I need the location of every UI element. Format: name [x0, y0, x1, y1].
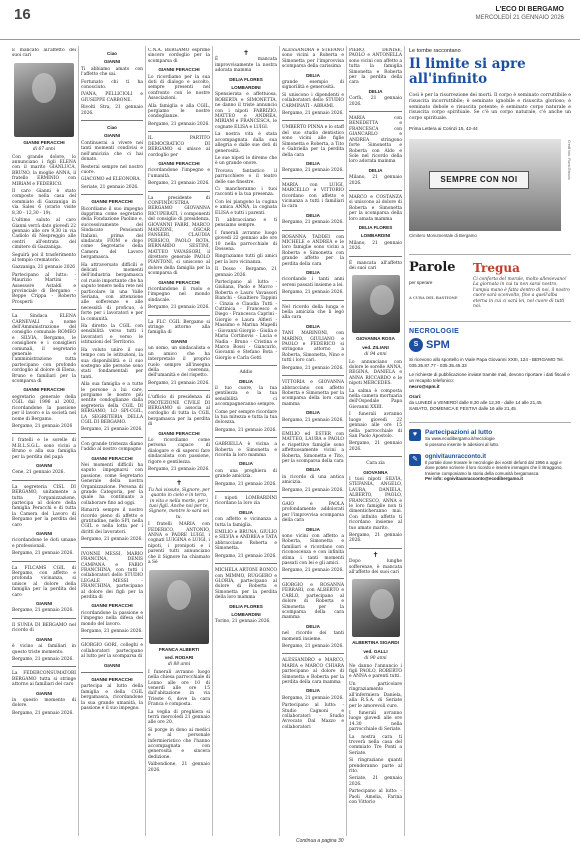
ognivita-link[interactable]: ognivitaunracconto.it — [425, 453, 487, 460]
notice-separator — [81, 547, 143, 548]
notice-text: ricordandone le doti umane e professionali. — [12, 538, 76, 549]
notice-text: il tuo cuore, la tua gentilezza e la tua sensibilità ci accompagneranno sempre. — [215, 385, 277, 408]
hours-weekdays: da LUNEDÌ a VENERDÌ dalle 8,30 alle 12,30 - dalle 14 alle 21,45 — [409, 400, 542, 406]
photo-credit: Credit foto: Flavio Bissolo — [567, 140, 571, 180]
spm-logo-text: SPM — [426, 339, 450, 352]
notice-place-date: Bergamo, 21 gennaio 2026. — [12, 551, 74, 557]
deceased-name: DELIA — [306, 688, 320, 694]
masthead — [476, 6, 564, 22]
notice-text: Resterai sempre nel nostro cuore. — [81, 164, 143, 175]
column-divider — [279, 46, 280, 836]
notice-participants: Partecipano al lutto: - Giuliana, Paolo e Marco - Roberta e Lauro Vavassori Bianchi - Gualtiero Tappini - Cinzia e Claudia Tutti - Cuttinica - Francesco e Diego - Francesca Caprini - Giorgio e Laura Alfieri - Massimo e Marina Mapelli - Giovanni Giorgio - Giulia e Maria Cortinovis - Lucia e Nadia - Bruno - Cristina e Marco Bossi - Giancarlo, Giovanni e Stefano Bota - Giorgio e Carla Gotti — [215, 280, 277, 361]
parole-label — [409, 261, 467, 309]
notice-place-date: Bergamo, 21 gennaio 2026. — [148, 121, 210, 127]
notice-place-date: Bergamo, 21 gennaio 2026. — [282, 111, 344, 117]
deceased-photo — [352, 275, 400, 333]
notice-place-date: Cene, 21 gennaio 2026. — [12, 470, 65, 476]
notice-separator — [282, 653, 344, 654]
necrologie-address: Si ricevono allo sportello in Viale Papa Giovanni XXIII, 124 - BERGAMO Tel. 035.35.87.77 - 035.35.45.33 — [409, 357, 564, 369]
notice-separator — [148, 191, 210, 192]
notice-separator — [349, 111, 402, 112]
parole-box — [409, 254, 571, 309]
notice-participants: Partecipano al lutto: - Maurizio Martini - Assessore Astaldi e provinciale di Bergamo - Beppe Crippa - Roberto Prosperti — [12, 272, 76, 305]
notice-text: MICHELA ARTONI BONCO con MIMMO, RUGGERO e GLORIA, partecipano al dolore di Roberta e Simonetta per la perdita della loro mamma — [215, 568, 277, 601]
notice-separator — [81, 120, 143, 121]
deceased-name: GIANNI PERACCHI — [158, 279, 200, 285]
notice-text: La nostra vita è stata accompagnata dalla sua allegria e dalle sue doti di generosità. — [215, 132, 277, 154]
deceased-name: GIANNI PERACCHI — [91, 199, 133, 205]
notice-text: Nel ricordo della lunga e bella amicizia che li legò alla cara — [282, 304, 344, 321]
notice-separator — [215, 491, 277, 492]
page-number: 16 — [14, 6, 31, 23]
parole-title: Parole — [409, 259, 456, 275]
obituary-column-3 — [148, 48, 210, 838]
notice-text: grande esempio di signorilità e generosità. — [282, 80, 344, 91]
deceased-name: DELIA — [306, 160, 320, 166]
notice-place-date: Bergamo, 21 gennaio 2026. — [282, 365, 344, 371]
notice-place-date: Valbondione, 21 gennaio 2026. — [148, 762, 210, 773]
notice-text: I nipoti LOMBARDINI ricordano la loro zia — [215, 496, 277, 507]
notice-text: I funerali avranno luogo giovedì 22 gennaio alle ore 15 nella parrocchiale di San Paolo Apostolo. — [349, 412, 402, 439]
parole-word — [473, 261, 571, 309]
notice-separator — [12, 309, 76, 310]
notice-text: con affetto e vicinanza a tutta la famiglia. — [215, 517, 277, 528]
obituary-column-2 — [81, 48, 143, 838]
deceased-name: GIANNI — [35, 462, 53, 468]
notice-text: Continuerai a vivere nei tanti momenti condivisi e nell'amicizia che ci hai donato. — [81, 140, 143, 163]
notice-text: Trovava fantastico il parrucchiere o il teatro delle sue finestre. — [215, 168, 277, 185]
notice-text: GIORGIO e ROSANNA FERRARI, con ALBERTO e CARLO, partecipano al dolore di Roberta e Simonetta per la scomparsa della cara mamma — [282, 582, 344, 621]
hours-weekend: SABATO, DOMENICA E FESTIVI dalle 16 alle 21,45 — [409, 406, 516, 412]
notice-text: I funerali avranno luogo nella chiesa parrocchiale di Lonno alle ore 10 di venerdì alle ore 15 dall'abitazione in via Trieste 6, dove la cara Franca è composta. — [148, 669, 210, 708]
notice-place-date: Bergamo, 21 gennaio 2026. — [12, 656, 74, 662]
deceased-age: di 88 anni — [167, 662, 191, 668]
column-divider — [78, 46, 79, 836]
notice-separator — [349, 190, 402, 191]
notice-text: IVONNE MESSI, MARIO FRANCINA, DENIS CAMPANA e FABIO FRANCHINA, con tutti i collaboratori dello STUDIO LEGALE MESSI - FRANCHINA, partecipano al dolore dei figli per la perdita di — [81, 551, 143, 600]
notice-place-date: Bergamo, 21 gennaio 2026. — [215, 553, 277, 559]
book-icon: ✎ — [409, 454, 421, 466]
notice-place-date: Corfù, 21 gennaio 2026. — [349, 96, 402, 107]
notice-place-date: Bergamo, 21 gennaio 2026. — [282, 417, 344, 423]
notice-text: C.N.A. BERGAMO esprime sincero cordoglio per la scomparsa di — [148, 48, 210, 64]
notice-separator — [12, 433, 76, 434]
notice-separator — [148, 390, 210, 391]
notice-text: Lo annunciano con dolore le sorelle ANNA, REGINA, DANIELA e ANNA RICCARDO e le nipoti MERCEDES. — [349, 359, 402, 387]
notice-place-date: Seriate, 21 gennaio 2026. — [81, 184, 139, 190]
column-divider — [212, 46, 213, 836]
deceased-name: GIANNI PERACCHI — [158, 430, 200, 436]
deceased-name: ALBERTINA SIGARDI — [352, 640, 399, 646]
notice-text: sono vicini con affetto a Roberta, Simonetta e familiari e ricordano con riconoscenza e con infinita stima i tanti momenti passati con lei e gli amici. — [282, 534, 344, 567]
sidebar-title: Il limite si apre all'infinito — [409, 56, 526, 87]
notice-text: La Sindaca ELENA CARNEVALI a nome dell'Amministrazione del consiglio comunale ROMEO e SILVIA, Bergamo, le consigliere e i consiglieri comunali, il segretario generale e l'amministrazione tutta partecipano con profondo cordoglio al dolore di Elena, Bruno e familiari per la scomparsa di — [12, 314, 76, 385]
cross-icon: ✝ — [243, 49, 249, 57]
notice-separator — [282, 375, 344, 376]
notice-separator — [81, 638, 143, 639]
deceased-name: GIANNI PERACCHI — [158, 67, 200, 73]
notice-place-date: Bergamo, 21 gennaio 2026. — [282, 220, 344, 226]
notice-text: Con grande tristezza diamo l'addio al nostro compagno — [81, 441, 143, 453]
notice-text: con una preghiera di grande amicizia. — [215, 468, 277, 480]
partecipazioni-row — [409, 429, 571, 447]
notice-text: Addio — [239, 370, 253, 376]
ognivita-row — [409, 454, 571, 482]
notice-separator — [81, 672, 143, 673]
ognivita-text: Il portale dove trovare le necrologie dei vostri defunti dal 1956 a oggi e dove potete scrivere il loro ricordo e inserire immagini che li ritraggono. Insieme componiamo la storia della comunità bergamasca. — [425, 459, 563, 476]
partecipazioni-box — [409, 422, 571, 482]
notice-text: La presidente di CONFINDUSTRIA BERGAMO GIOVANNA RICUPERATI, i componenti del consiglio di presidenza, GIOVANNI FABRI, MARCO MANZONI, OSCAR FANSERI, CLAUDIA PERSICO, PAOLO ROTA, BERNARDO SESTINI, MATTEO VAVASSORI, il direttore generale PAOLO PIANTONI, si uniscono al dolore della famiglia per la scomparsa di — [148, 195, 210, 277]
deceased-name: DELIA FLORES — [229, 603, 263, 609]
notice-text: GIACOMO ed ELEONORA. — [81, 177, 141, 183]
heart-icon: ♥ — [409, 429, 421, 441]
deceased-name: GIANNI — [35, 690, 53, 696]
notice-separator — [12, 561, 76, 562]
notice-place-date: Bergamo, 21 gennaio 2026. — [349, 533, 402, 544]
necrologie-email-link[interactable]: necro@spm.it — [409, 384, 440, 390]
cross-icon: ✝ — [176, 479, 182, 488]
notice-text: ricordandone l'impegno e l'umanità. — [148, 168, 210, 179]
partecipazioni-url[interactable]: Su www.ecodibergamo.it/necrologie — [425, 436, 495, 442]
notice-separator — [215, 437, 277, 438]
notice-text: MARIA con BENEDETTA e FRANCESCA con GIANCARLO e ANDREA stringono forte Simonetta e Roberta con Aldo e Sole nel ricordo della loro adorata mamma — [349, 116, 402, 165]
notice-text: VITTORIA e GIOVANNA abbracciano con affetto Roberta e Simonetta per la scomparsa della loro cara mamma — [282, 380, 344, 407]
deceased-name: GIANNI — [103, 662, 121, 668]
notice-separator — [349, 548, 402, 549]
notice-place-date: Bergamo, 21 gennaio 2026. — [148, 467, 210, 472]
deceased-name: GIANNI — [103, 133, 121, 139]
religious-quote: Tu hai vissuto, Signore, per quanto in cielo e in terra, in vita e nella morte, per i tuoi figli. Anche noi per te, Signore, mentre lo sarà sei tu. — [148, 487, 210, 520]
hours-title: Orari: — [409, 394, 422, 400]
notice-separator — [81, 194, 143, 195]
notice-place-date: Bergamo, 21 gennaio 2026. — [282, 643, 344, 649]
notice-text: ALESSANDRO e MARCO, MARIA e MARCO CHIARA partecipano al dolore di Simonetta e Roberta per la perdita della cara mamma — [282, 658, 344, 685]
notice-text: Alla sua famiglia e a tutte le persone a lui care, porgiamo le nostre più sentite condoglianze dalla segreteria della CGIL DI BERGAMO, LO SPI-CGIL, LA SEGRETERIA DELLA CGIL DI BERGAMO. — [81, 382, 143, 425]
notice-place-date: Milano, 21 gennaio 2026. — [349, 175, 402, 186]
deceased-name: GIANNI PERACCHI — [23, 139, 65, 145]
notice-text: un uomo, un sindacalista e un amico che ha interpretato il proprio ruolo sempre all'insegna della coerenza, dell'umanità e del rispetto. — [148, 346, 210, 379]
deceased-name: DELIA FLORES — [229, 76, 263, 82]
deceased-name: DELIA — [306, 410, 320, 416]
notice-text: partecipa al lutto della famiglia e della CGIL bergamasca, ricordandone la sua grande umanità, la passione e il suo impegno. — [81, 684, 143, 712]
notice-text: Il SUNIA DI BERGAMO nel ricordo di — [12, 622, 76, 634]
notice-text: I funerali avranno luogo giovedì 22 gennaio alle ore 10 nella parrocchiale di Dossena. — [215, 230, 277, 252]
notice-text: La segreteria CISL DI BERGAMO, unitamente a tutta l'organizzazione, partecipa al dolore della famiglia Peracchi e di tutta la Camera del Lavoro di Bergamo per la perdita del caro — [12, 484, 76, 528]
notice-text: Con grande dolore, lo annunciano i figli ELENA con il marito GIANLUCA, BRUNO, la moglie ANNA, il fratello ERMINIO con MIRIAM e FEDERICO. — [12, 154, 76, 187]
notice-text: Ha diretto la CGIL con sensibilità verso tutti i lavoratori e verso le istituzioni del Territorio. — [81, 324, 143, 346]
notice-text: È mancata all'affetto dei suoi cari — [349, 260, 402, 271]
notice-place-date: Bergamo, 21 gennaio 2026. — [148, 181, 210, 187]
deceased-name: DELIA — [239, 461, 253, 467]
deceased-age: di 94 anni — [364, 352, 387, 358]
notice-participants: Partecipano al lutto: - Paoli Amelia, Farina con Vittorio — [349, 789, 402, 805]
notice-text: GABRIELLA è vicina a Roberta e Simonetta e ricorda la loro mamma — [215, 442, 277, 458]
deceased-name: DELIA — [306, 270, 320, 275]
spm-logo-icon: S — [409, 338, 423, 352]
notice-separator — [282, 427, 344, 428]
notice-place-date: Torino, 21 gennaio 2026. — [215, 619, 271, 625]
notice-place-date: Bergamo, 21 gennaio 2026. — [282, 290, 344, 296]
notice-place-date: Bergamo, 21 gennaio 2026. — [282, 695, 344, 701]
notice-place-date: Bergamo, 21 gennaio 2026. — [282, 487, 344, 493]
notice-place-date: Bergamo, 21 gennaio 2026. — [148, 380, 210, 386]
ognivita-email-link[interactable]: Per info: ognivitaunracconto@ecodibergamo.it — [425, 476, 523, 482]
notice-text: ALESSANDRA e STEFANO sono vicini a Roberta e Simonetta per l'improvvisa scomparsa della carissima — [282, 48, 344, 70]
parole-source: A CURA DEL BASTIONE — [409, 295, 458, 300]
notice-text: Ringraziamo tutti gli amici per la loro vicinanza. — [215, 254, 277, 265]
notice-text: Come per sempre ricordare la tua mitezza e tutta la tua dolcezza. — [215, 409, 277, 426]
deceased-surname-note: ved. RODARI — [164, 654, 194, 660]
notice-text: EMILIO ed ESTER con MATTEO, LAURA e PAOLO e rispettive famiglie sono affettuosamente vicini a Roberta, Simonetta e Tito, per la scomparsa della cara — [282, 431, 344, 464]
notice-separator — [12, 618, 76, 619]
notice-text: nel ricordo dei tanti momenti insieme. — [282, 631, 344, 642]
deceased-name: GIANNI — [103, 59, 121, 65]
notice-text: IL PARTITO DEMOCRATICO DI BERGAMO si unisce al cordoglio per — [148, 136, 210, 158]
notice-separator — [282, 578, 344, 579]
notice-text: I fratelli e le sorelle di M.B.L.S.G.L. sono vicini a Bruno e alla sua famiglia per la perdita del papà — [12, 438, 76, 460]
deceased-name: DELIA — [239, 378, 253, 384]
deceased-name: GIANNI PERACCHI — [158, 160, 200, 166]
notice-text: ricordando i tanti anni sereni passati insieme a lei. — [282, 277, 344, 288]
page-header — [0, 0, 580, 40]
notice-text: Ha attraversato difficili e delicati momenti dell'industria bergamasca col ruolo importante che ha saputo tenere nella rete nel particolare in una Valle Seriana, con attenzione alle sofferenze e alle necessità di proficuo, è forte per i lavoratori e per la comunità. — [81, 262, 143, 322]
notice-text: Rimarrà sempre il nostro ricordo pieno di affetto e gratitudine, nello SPI, nella CGIL e nella lotta per i diritti dei lavoratori. — [81, 508, 143, 535]
notice-separator — [349, 256, 402, 257]
notice-place-date: Bergamo, 21 gennaio 2026 — [12, 423, 73, 429]
deceased-name: DELIA — [306, 212, 320, 218]
deceased-photo — [352, 579, 400, 637]
notice-place-date: Bergamo, 21 gennaio 2026. — [12, 608, 74, 614]
notice-place-date: Il Dosso - Bergamo, 21 gennaio 2026. — [215, 267, 277, 278]
notice-text: Si uniscono i dipendenti e collaboratori dello STUDIO CARMINATI - ABRAMI. — [282, 92, 344, 109]
sidebar-signature: Prima Lettera ai Corinzi 15, 42-44 — [409, 125, 478, 131]
notice-place-date: Bergamo, 21 gennaio 2026. — [81, 427, 143, 433]
notice-text: in ricordo di una antica amicizia. — [282, 474, 344, 486]
spm-logo — [409, 338, 571, 352]
notice-text: Ha voluto unire il suo tempo con le istituzioni, la sua disponibilità e il suo sostegno alle persone sono stati fondamentali per tanti. — [81, 347, 143, 380]
notice-place-date: Bergamo, 21 gennaio 2026. — [282, 168, 344, 174]
notice-separator — [282, 300, 344, 301]
deceased-photo — [149, 570, 209, 644]
greeting: Ciao — [107, 125, 117, 131]
sidebar-kicker: Le tombe raccontano — [409, 48, 461, 54]
column-divider — [346, 46, 347, 836]
notice-text: Ricordiamo il suo impegno dapprima come segretario della Fondazione Paolino e, successivamente del Sindacato Pensionati Italiani, prima del sindacato FIOM e dopo come Segretario della Camera del Lavoro bergamasca. — [81, 206, 143, 261]
notice-place-date: Bergamo, 21 gennaio 2026. — [81, 537, 143, 543]
notice-place-date: Seriate, 21 gennaio 2026. — [349, 776, 402, 787]
deceased-name: DELIA — [306, 323, 320, 329]
notice-place-date: Bergamo, 21 gennaio 2026. — [215, 427, 277, 433]
notice-text: La FILCAMS CGIL di Bergamo, con affetto e profonda vicinanza, si unisce al dolore della famiglia per la perdita del caro — [12, 565, 76, 598]
notice-text: Cara zia — [366, 461, 385, 467]
notice-text: Seguirà poi il trasferimento al tempio crematorio. — [12, 252, 76, 263]
notice-text: I tuoi nipoti SILVIA, STEFANIA, ANGELO, LAURA, DANIELA, ALBERTO, PAOLO, FRANCESCO, ANNA e le loro famiglie non ti dimenticheranno mai. Con infinito affetto ti ricordano insieme al tuo amato marito. — [349, 476, 402, 531]
deceased-name: GIANNI PERACCHI — [91, 603, 133, 609]
deceased-name: GIANNI — [35, 636, 53, 642]
notice-text: La veglia di preghiera si terrà mercoledì 21 gennaio alle ore 20. — [148, 709, 210, 726]
notice-text: Il caro Gianni è stato composto nella casa del commiato di Gazzaniga in via Sales 6 (orario visite 8,30 - 12,30 - 19). — [12, 189, 76, 216]
deceased-name: DELIA — [368, 88, 383, 94]
deceased-photo — [14, 63, 74, 137]
notice-text: Ne danno l'annuncio i figli PAOLO, ROBERTO e ANNA e parenti tutti. — [349, 663, 402, 680]
notice-separator — [215, 563, 277, 564]
necrologie-title: NECROLOGIE — [409, 328, 460, 336]
notice-text: L'ultimo saluto al caro Gianni verrà dato giovedì 22 gennaio alle ore 9,30 in via Cadiolo di Nespreggio alle centri all'entrata del cimitero di Gazzaniga. — [12, 218, 76, 251]
notice-text: ricordandone la passione e l'impegno nella difesa del mondo del lavoro. — [81, 610, 143, 627]
notice-text: Alla famiglia e alla CGIL, porgiamo le nostre condoglianze. — [148, 103, 210, 120]
notice-text: Si ringraziano quanti prenderanno parte al rito. — [349, 758, 402, 774]
notice-text: Si porge in dono ai medici e al personale infermieristico che l'hanno accompagnata con generosità e sincera dedizione. — [148, 727, 210, 760]
deceased-name: GIANNI — [170, 338, 188, 344]
newspaper-name: L'ECO DI BERGAMO — [495, 6, 564, 13]
deceased-age: di 90 anni — [364, 656, 387, 662]
notice-separator — [12, 666, 76, 667]
partecipazioni-title: Partecipazioni al lutto — [425, 429, 493, 437]
deceased-name: DELIA — [306, 623, 320, 629]
deceased-name: GIOVANNA — [363, 469, 388, 475]
notice-place-date: Bergamo, 21 gennaio 2026. — [349, 441, 402, 452]
notice-text: ricordandone il ruolo e l'impegno nel mondo sindacale. — [148, 287, 210, 303]
notice-place-date: Bergamo, 21 gennaio 2026. — [215, 481, 277, 487]
necrologie-instructions: Le richieste di pubblicazione inviate tramite mail, devono riportare i dati fiscali e un recapito telefonico: — [409, 372, 570, 384]
notice-text: GAIO e PAOLA profondamente addolorati per l'improvvisa scomparsa della cara — [282, 502, 344, 524]
notice-text: ROSANNA TADDEI con MICHELE e ANDREA e le loro famiglie sono vicini a Roberta e Simonetta con grande affetto per la perdita della cara — [282, 234, 344, 267]
deceased-name: DELIA — [306, 526, 320, 532]
notice-place-date: Gazzaniga, 21 gennaio 2026 — [12, 265, 76, 271]
notice-text: L'ufficio di presidenza di PROTEZIONE CIVILE DI BERGAMO si associa al cordoglio di tutta la CGIL bergamasca per la perdita di — [148, 395, 210, 428]
deceased-surname-note: LOMBARDINI — [231, 611, 261, 617]
notice-separator — [349, 456, 402, 457]
deceased-surname-note: ved. GALLI — [363, 648, 388, 654]
column-divider — [404, 46, 405, 836]
photo-sign-text: SEMPRE CON NOI — [429, 171, 529, 189]
notice-text: EMILIO e BRUNA, GIULIO e SILVIA e ANDREA e TATA abbracciano Roberta e Simonetta. — [215, 530, 277, 552]
notice-separator — [282, 178, 344, 179]
notice-text: La salma è composta nella camera mortuaria dell'Ospedale Papa Giovanni XXIII. — [349, 388, 402, 410]
deceased-name: FRANCA ALBERTI — [158, 646, 200, 652]
notice-text: Lo ricordiamo per la sua doti di dialogo e ascolto, sempre presenti nel confronto con le nostre Associazioni. — [148, 74, 210, 102]
notice-text: PIERO, DENISE, PAOLO e ANTONELLA sono vicini con affetto a tutta la famiglia Simonetta e Roberta per la perdita della cara — [349, 48, 402, 86]
obituary-column-6 — [349, 48, 402, 833]
column-divider — [145, 46, 146, 836]
obituary-column-4 — [215, 48, 277, 838]
notice-participants: Partecipano al lutto: - Studio Cagnoni e collaboratori - Studio Avvocato Dal Mazzo e collaboratori — [282, 703, 344, 730]
notice-separator — [215, 365, 277, 366]
notice-separator — [282, 120, 344, 121]
sidebar — [409, 44, 571, 844]
notice-text: Ci mancheranno i tuoi racconti e la tua presenza. — [215, 186, 277, 198]
notice-separator — [12, 480, 76, 481]
deceased-name: DELIA FLORES — [358, 224, 393, 230]
deceased-name: DELIA — [239, 509, 253, 515]
notice-place-date: Rivolti Stra, 21 gennaio 2026. — [81, 105, 143, 116]
parole-word-title: Tregua — [473, 260, 520, 275]
notice-text: Un particolare ringraziamento all'infermiera Daniela, alla R.S.A. di Seriate per le amorevoli cure. — [349, 681, 402, 709]
notice-text: UMBERTO PINNA e lo staff del suo studio dentistico sono vicini alle figlie Simonetta e Roberta, a Tito e Gabriella per la perdita della cara — [282, 125, 344, 158]
obituary-column-5 — [282, 48, 344, 833]
deceased-age: di 67 anni — [32, 147, 56, 153]
deceased-name: DELIA — [306, 72, 320, 78]
obituary-column-1 — [12, 48, 76, 838]
notice-place-date: Bergamo, 21 gennaio 2026. — [81, 628, 143, 634]
notice-text: Ti abbracciamo e ti pensiamo sempre. — [215, 217, 277, 229]
notice-text: Ti abbiamo amato con l'affetto che sai. — [81, 66, 143, 78]
notice-text: segretario generale della CGIL dal 1996 al 2002, ricordandone la passione per il lavoro e la società nel nome di Bergamo. — [12, 394, 76, 422]
parole-word-definition: Ci conforta del morale, molto allevievano! La giornata in cui tu non sarai nostro, l'ampia mano è fatta dentro di noi, il nostro cuore sarà sconvolto, fino a quell'alba eterna in cui ci sarà lei, nel cuore di tutti noi. — [473, 276, 570, 310]
notice-text: IVANA, PELLICIOLI e GIUSEPPE CARBONE. — [81, 92, 143, 103]
notice-text: MARCO e COSTANZA si uniscono al dolore di Roberta e Simonetta per la scomparsa della loro amata mamma — [349, 194, 402, 222]
partecipazioni-text: si possono inserire le adesioni al lutto. — [425, 442, 500, 448]
notice-text: Con lei piangono la cugina e amica ANNA, la cognata ELISA e tutti i parenti. — [215, 199, 277, 216]
notice-text: È mancata improvvisamente la nostra adorata mamma — [215, 57, 277, 74]
notice-text: Spensierata e affettuosa, ROBERTA e SIMONETTA, ne danno il triste annuncio con i nipoti FABRIZIO, MATTEO e ANDREA, MIRIAM e FRANCESCA, le cognate ELISA e LUIGI. — [215, 92, 277, 130]
notice-text: GIORGIO GORI, colleghi e collaboratori partecipano al lutto per la scomparsa di — [81, 643, 143, 660]
notice-place-date: Milano, 21 gennaio 2026. — [349, 240, 402, 252]
notice-text: I funerali avranno luogo giovedì alle ore 14.30 nella parrocchiale di Seriate. — [349, 710, 402, 733]
notice-text: La FEDERCONSUMATORI BERGAMO tutta si stringe attorno ai familiari del caro — [12, 671, 76, 688]
notice-text: in questo momento di dolore. — [12, 697, 76, 709]
necrologie-box — [409, 321, 571, 412]
notice-separator — [148, 131, 210, 132]
notice-text: La FLC CGIL Bergamo si stringe attorno alla famiglia di — [148, 319, 210, 336]
notice-place-date: Bergamo, 21 gennaio 2026. — [282, 568, 344, 574]
notice-separator — [81, 437, 143, 438]
notice-text: La nostra cara ti troverà nella casa del commiato Tre Ponti a Seriate. — [349, 734, 402, 756]
continued-note: Continua a pagina 30 — [296, 838, 344, 844]
notice-text: Le sue nipoti le diremo che è un grande onore. — [215, 155, 277, 167]
deceased-name: DELIA — [306, 467, 320, 473]
deceased-name: GIANNI PERACCHI — [23, 387, 65, 393]
notice-separator — [148, 315, 210, 316]
notice-text: Fortunato chi ti ha conosciuto. — [81, 79, 143, 91]
cemetery-photo — [409, 139, 561, 231]
deceased-name: GIOVANNA ROSA — [356, 336, 395, 342]
notice-text: TANI MARINONI, con MARINO, GIULIANO e PAOLO e FEDERICO si stringono attorno a Roberta, Simonetta, Nino e tutti i loro cari. — [282, 331, 344, 364]
necrologie-info — [409, 357, 571, 412]
notice-place-date: Bergamo, 21 gennaio 2026. — [148, 305, 210, 311]
deceased-surname-note: LOMBARDINI — [360, 233, 391, 239]
notice-place-date: Bergamo, 21 gennaio 2026. — [12, 710, 74, 716]
notice-separator — [282, 497, 344, 498]
deceased-name: GIANNI — [35, 531, 53, 536]
deceased-name: GIANNI PERACCHI — [91, 677, 133, 682]
greeting: Ciao — [107, 51, 117, 56]
notice-text: I fratelli MARIA con FEDERICO, ANTONIO, ANNA e PADRE LUIGI, i cognati LUIGINA e LUIGI, i nipoti, i pronipoti e i parenti tutti annunciano che il Signore ha chiamato a Sé — [148, 522, 210, 566]
notice-text: Lo ricordiamo come persona capace di dialogare e di sapersi fare sindacalista con passione, rigore e gentilezza. — [148, 437, 210, 465]
notice-text: È mancato all'affetto dei suoi cari — [12, 48, 76, 59]
deceased-surname-note: LOMBARDINI — [231, 85, 261, 91]
photo-caption: Cimitero Monumentale di Bergamo — [409, 232, 477, 238]
cross-icon: ✝ — [372, 550, 379, 559]
deceased-name: DELIA — [368, 167, 383, 173]
issue-date: MERCOLEDÌ 21 GENNAIO 2026 — [475, 15, 564, 21]
notice-text: MARIA con LUIGI, MARCELLO e VITTORIO ricordano con affetto e vicinanza a tutti i familiari la cara — [282, 182, 344, 210]
notice-separator — [148, 476, 210, 477]
sidebar-body: Così è per la risurrezione dei morti. Il corpo è seminato corruttibile e risuscita incorruttibile; è seminato ignobile e risuscita glorioso; è seminato debole e risuscita potente; è seminato corpo naturale e risuscita corpo spirituale. Se c'è un corpo naturale, c'è anche un corpo spirituale. — [409, 93, 571, 122]
notice-separator — [282, 230, 344, 231]
deceased-name: GIANNI — [35, 601, 53, 607]
parole-subtitle: per sperare — [409, 279, 433, 285]
notice-text: Dopo lunghe sofferenze, è mancata all'affetto dei suoi cari — [349, 559, 402, 576]
notice-text: Nei momenti difficili ha saputo impegnarsi con passione, come Segretario Generale della nostra Organizzazione. Persona di grande Categoria, per la quale ha continuato a collaborare fino ad oggi. — [81, 463, 143, 506]
notice-text: è vicino ai familiari in questo triste momento. — [12, 644, 76, 655]
deceased-name: GIANNI PERACCHI — [91, 455, 133, 461]
deceased-surname-note: ved. ZILIANI — [362, 344, 389, 350]
